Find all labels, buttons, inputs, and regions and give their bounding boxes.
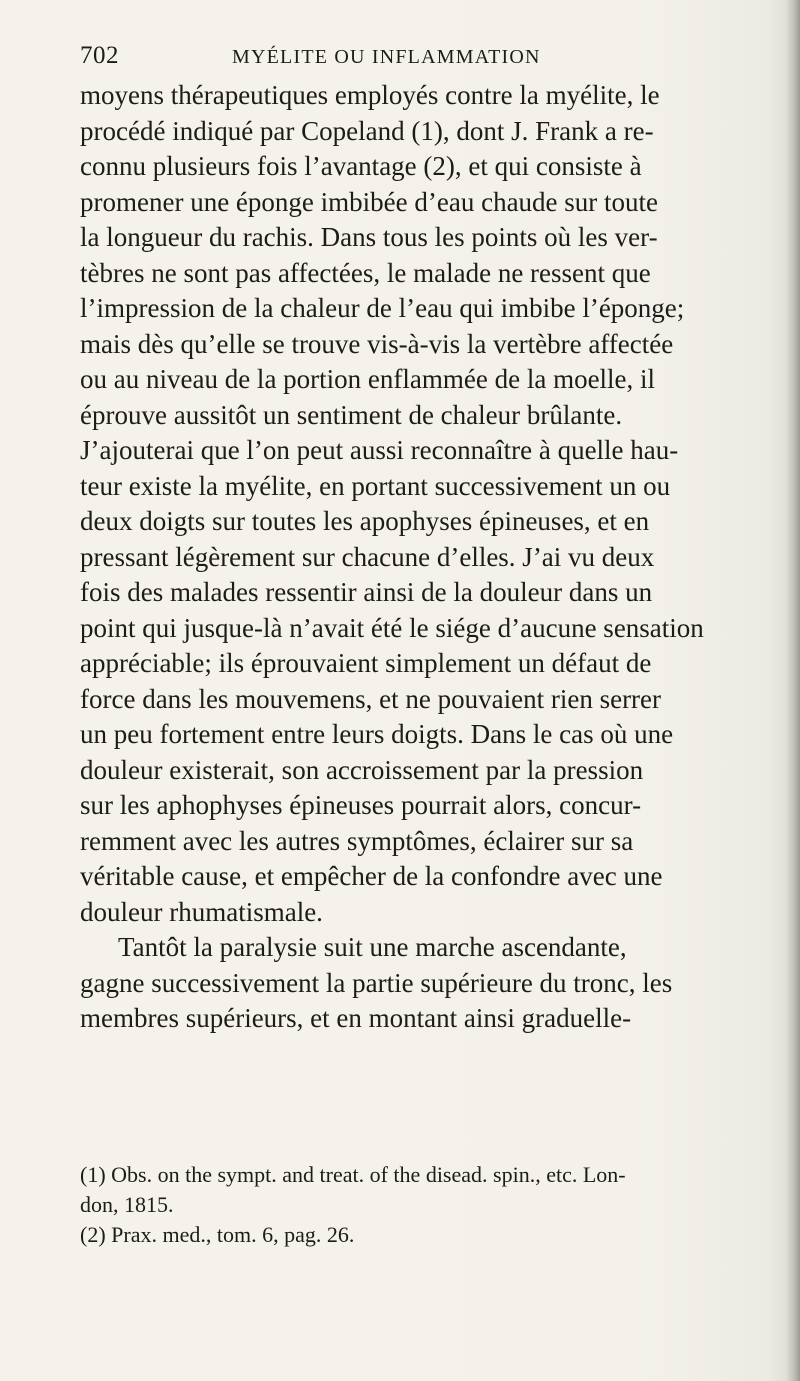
text-line: l’impression de la chaleur de l’eau qui imbibe l’éponge; <box>80 293 685 323</box>
footnote-1: (1) Obs. on the sympt. and treat. of the disead. spin., etc. Lon- <box>80 1162 626 1187</box>
text-line: sur les aphophyses épineuses pourrait alors, concur- <box>80 790 642 820</box>
footnote-2: (2) Prax. med., tom. 6, pag. 26. <box>80 1222 355 1247</box>
footnotes <box>80 1160 780 1250</box>
body-text <box>80 78 780 1037</box>
page-edge-shadow <box>786 0 800 1381</box>
text-line: gagne successivement la partie supérieure du tronc, les <box>80 967 673 998</box>
text-line: promener une éponge imbibée d’eau chaude sur toute <box>80 186 659 217</box>
running-head <box>80 40 720 74</box>
text-line: moyens thérapeutiques employés contre la myélite, le <box>80 80 660 110</box>
text-line: connu plusieurs fois l’avantage (2), et qui consiste à <box>80 151 642 181</box>
text-line: tèbres ne sont pas affectées, le malade ne ressent que <box>80 257 651 288</box>
paragraph-start-line: Tantôt la paralysie suit une marche ascendante, <box>118 932 627 962</box>
text-line: véritable cause, et empêcher de la confondre avec une <box>80 861 663 891</box>
text-line: un peu fortement entre leurs doigts. Dans le cas où une <box>80 719 674 749</box>
footnote-1-continued: don, 1815. <box>80 1192 174 1217</box>
text-line: point qui jusque-là n’avait été le siége d’aucune sensation <box>80 612 704 643</box>
text-line: appréciable; ils éprouvaient simplement un défaut de <box>80 648 652 678</box>
text-line: la longueur du rachis. Dans tous les points où les ver- <box>80 222 658 252</box>
text-line: force dans les mouvemens, et ne pouvaient rien serrer <box>80 683 662 714</box>
running-title: MYÉLITE OU INFLAMMATION <box>232 46 541 68</box>
text-line: teur existe la myélite, en portant successivement un ou <box>80 470 671 501</box>
text-line: fois des malades ressentir ainsi de la douleur dans un <box>80 577 653 607</box>
text-line: douleur rhumatismale. <box>80 896 323 927</box>
text-line: pressant légèrement sur chacune d’elles. J’ai vu deux <box>80 541 655 572</box>
text-line: procédé indiqué par Copeland (1), dont J. Frank a re- <box>80 115 654 146</box>
text-line: mais dès qu’elle se trouve vis-à-vis la vertèbre affectée <box>80 328 674 359</box>
text-line: membres supérieurs, et en montant ainsi graduelle- <box>80 1003 632 1033</box>
text-line: deux doigts sur toutes les apophyses épineuses, et en <box>80 506 650 536</box>
text-line: éprouve aussitôt un sentiment de chaleur brûlante. <box>80 399 623 430</box>
page-number: 702 <box>80 42 119 69</box>
text-line: douleur existerait, son accroissement par la pression <box>80 754 644 785</box>
text-line: ou au niveau de la portion enflammée de la moelle, il <box>80 364 656 394</box>
text-line: J’ajouterai que l’on peut aussi reconnaître à quelle hau- <box>80 435 679 465</box>
text-line: remment avec les autres symptômes, éclairer sur sa <box>80 825 634 856</box>
